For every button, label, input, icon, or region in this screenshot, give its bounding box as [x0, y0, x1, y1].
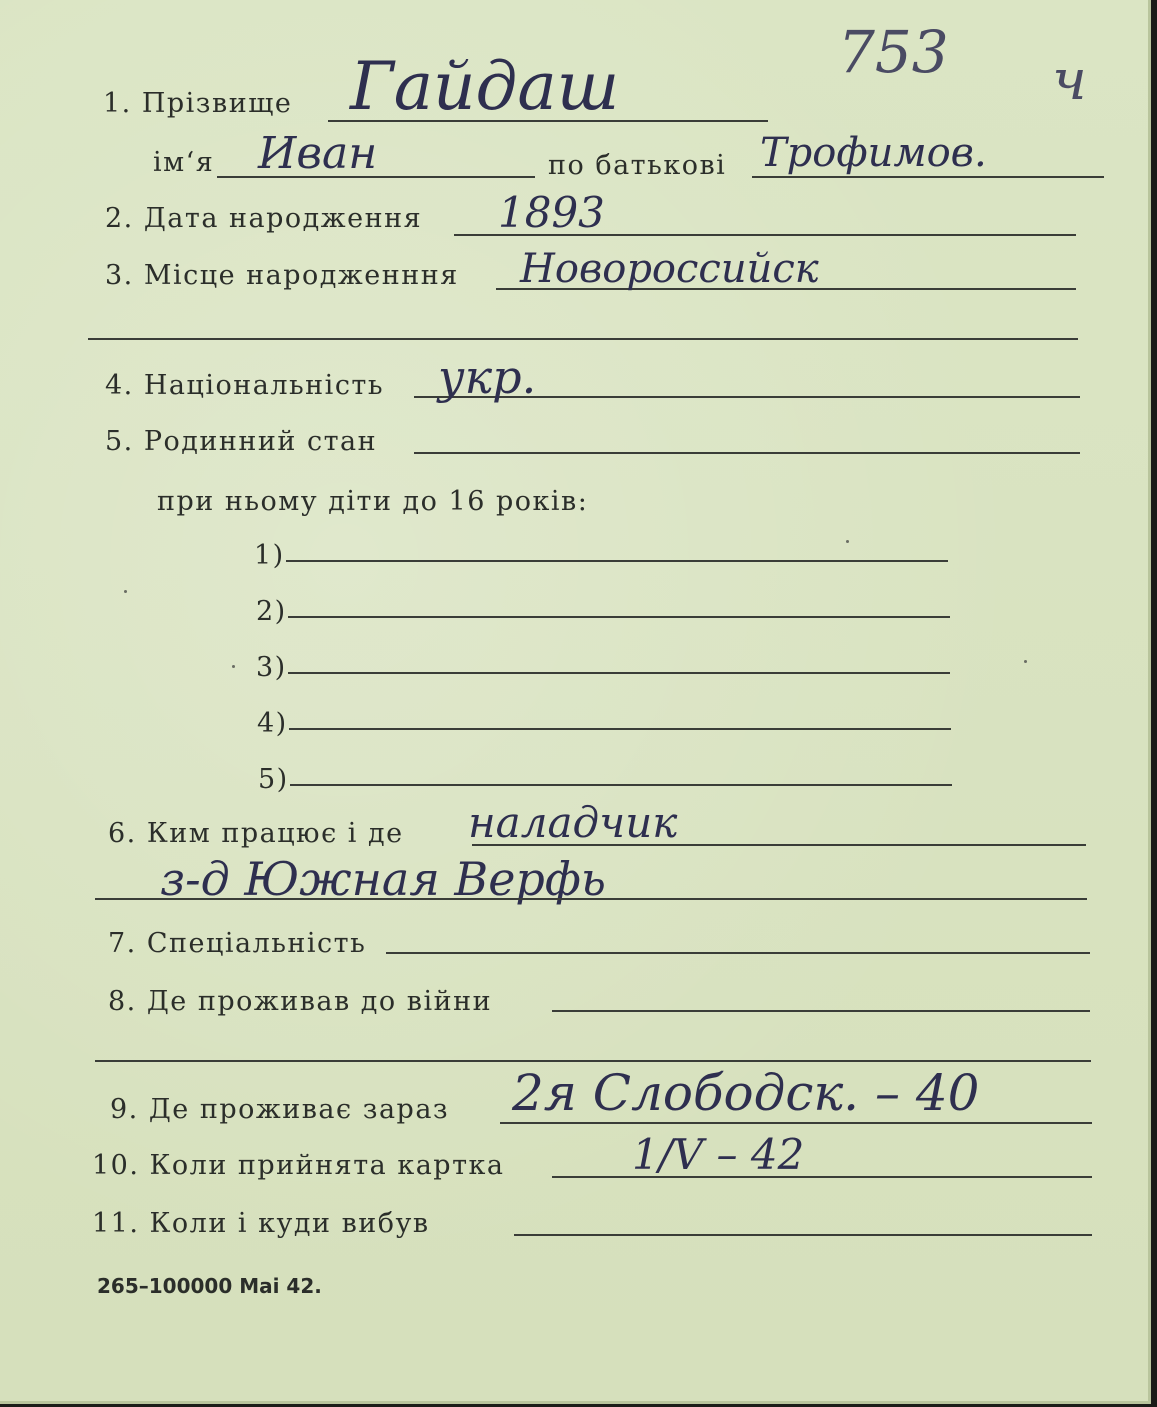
child-4-label: 4) [257, 708, 288, 739]
birth-place-label: 3. Місце народженння [105, 260, 459, 291]
child-4-line [289, 728, 951, 730]
departure-label: 11. Коли і куди вибув [92, 1208, 430, 1239]
paper-speck [846, 540, 849, 543]
residence-before-line [552, 1010, 1090, 1012]
card-mark: ч [1052, 48, 1087, 113]
paper-speck [232, 665, 235, 668]
residence-now-value: 2я Слободск. – 40 [512, 1064, 980, 1122]
birth-date-value: 1893 [498, 188, 605, 237]
print-info: 265–100000 Mai 42. [97, 1274, 322, 1298]
residence-before-label: 8. Де проживав до війни [108, 986, 493, 1017]
departure-line [514, 1234, 1092, 1236]
child-3-line [288, 672, 950, 674]
name-value: Иван [258, 128, 378, 179]
birth-place-value: Новороссийск [520, 246, 819, 292]
paper-speck [1024, 660, 1027, 663]
residence-before-line-2 [95, 1060, 1091, 1062]
work-value-1: наладчик [468, 798, 678, 847]
patronymic-label: по батькові [548, 150, 727, 181]
children-label: при ньому діти до 16 років: [157, 486, 589, 517]
paper-speck [124, 590, 127, 593]
family-status-label: 5. Родинний стан [105, 426, 378, 457]
card-accepted-label: 10. Коли прийнята картка [92, 1150, 505, 1181]
nationality-value: укр. [438, 350, 537, 404]
child-5-label: 5) [258, 764, 289, 795]
nationality-label: 4. Національність [105, 370, 385, 401]
residence-now-line [500, 1122, 1092, 1124]
family-status-line [414, 452, 1080, 454]
patronymic-value: Трофимов. [760, 130, 987, 176]
name-label: ім‘я [153, 147, 215, 178]
surname-value: Гайдаш [350, 48, 620, 125]
birth-date-label: 2. Дата народження [105, 203, 423, 234]
child-3-label: 3) [256, 652, 287, 683]
work-value-2: з-д Южная Верфь [160, 852, 606, 906]
work-line-2 [95, 898, 1087, 900]
child-2-label: 2) [256, 596, 287, 627]
speciality-label: 7. Спеціальність [108, 928, 367, 959]
patronymic-line [752, 176, 1104, 178]
residence-now-label: 9. Де проживає зараз [110, 1094, 450, 1125]
card-number: 753 [838, 18, 949, 86]
card-accepted-value: 1/V – 42 [632, 1130, 805, 1179]
child-1-label: 1) [254, 540, 285, 571]
child-1-line [286, 560, 948, 562]
child-5-line [290, 784, 952, 786]
surname-label: 1. Прізвище [103, 88, 293, 119]
speciality-line [386, 952, 1090, 954]
child-2-line [288, 616, 950, 618]
birth-place-line-2 [88, 338, 1078, 340]
work-label: 6. Ким працює і де [108, 818, 404, 849]
